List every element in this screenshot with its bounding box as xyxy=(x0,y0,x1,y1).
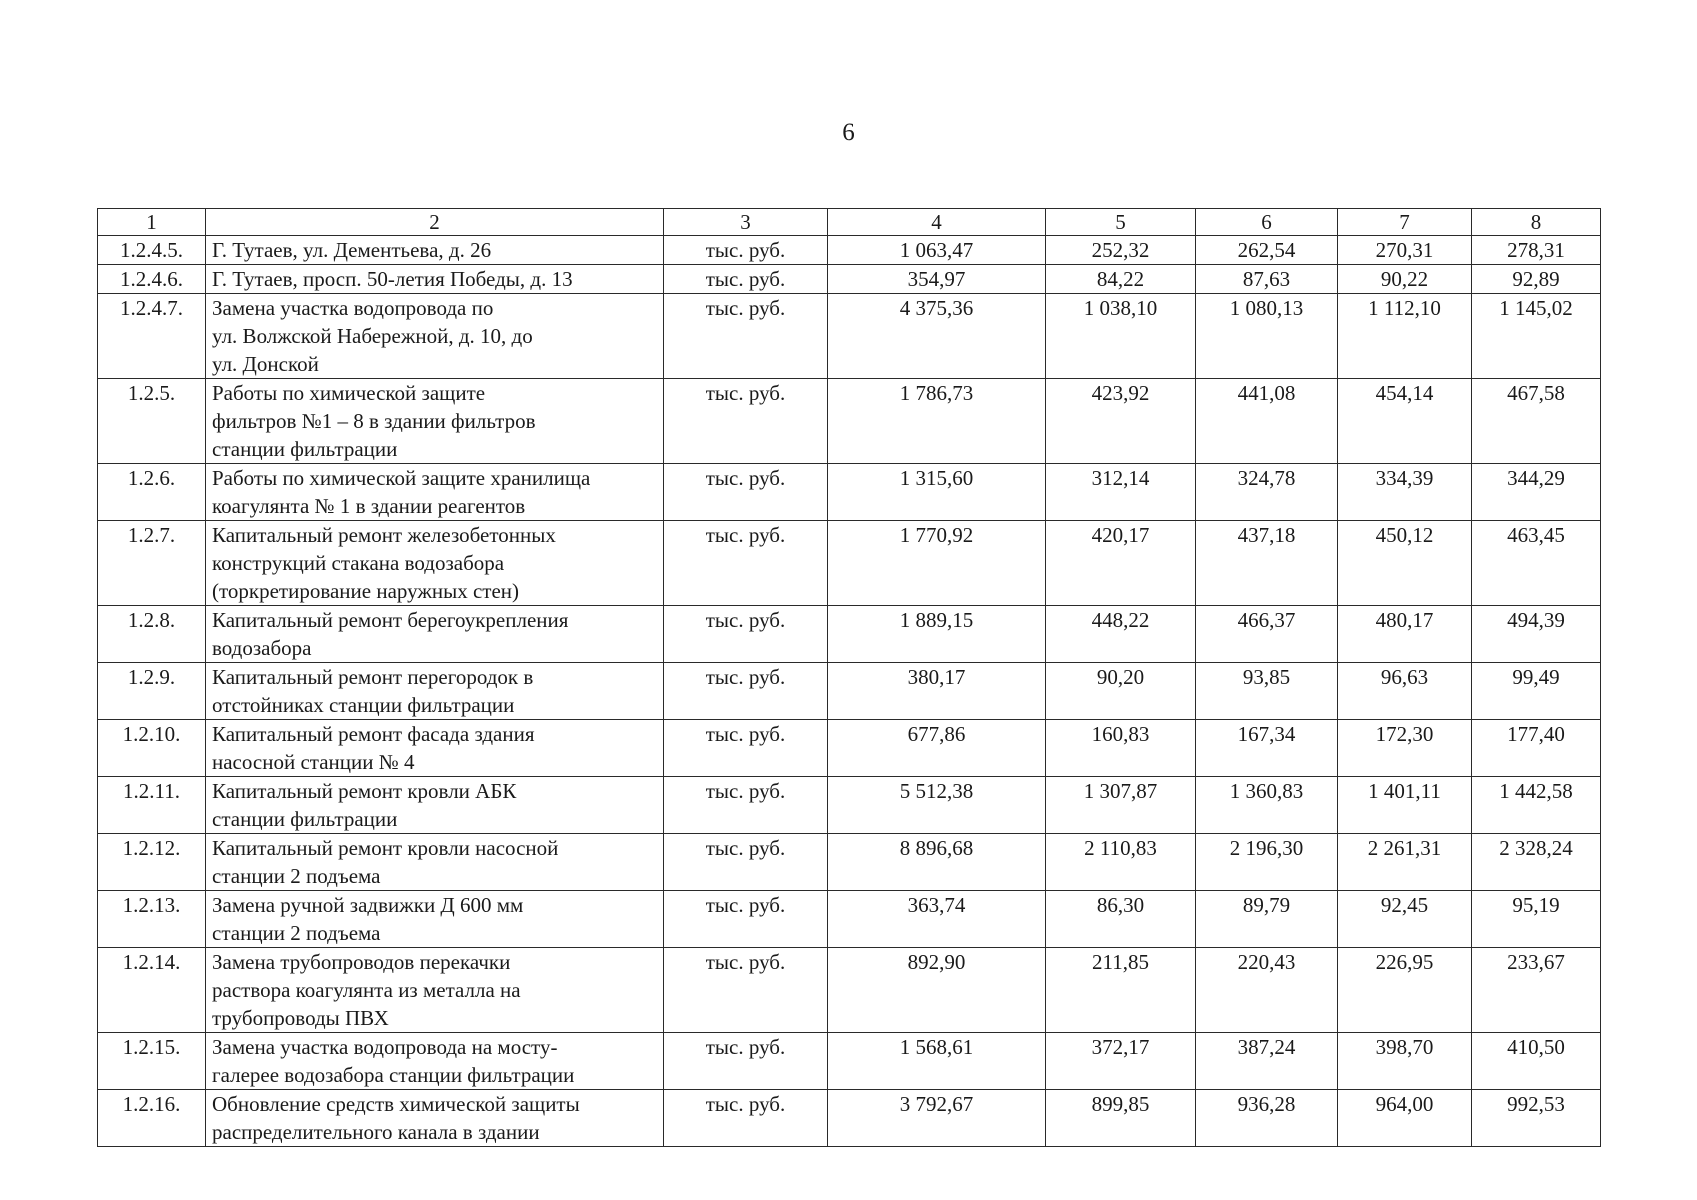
item-name xyxy=(206,834,664,891)
value-cell: 1 786,73 xyxy=(828,379,1046,464)
value-cell: 899,85 xyxy=(1046,1090,1196,1147)
item-name-line: Г. Тутаев, ул. Дементьева, д. 26 xyxy=(212,238,492,262)
value-cell: 4 375,36 xyxy=(828,294,1046,379)
value-cell: 90,22 xyxy=(1338,265,1472,294)
table-row xyxy=(98,948,1601,1033)
value-cell: 463,45 xyxy=(1472,521,1601,606)
item-name-line: Г. Тутаев, просп. 50-летия Победы, д. 13 xyxy=(212,267,573,291)
item-name-line: станции фильтрации xyxy=(212,437,398,461)
unit: тыс. руб. xyxy=(664,777,828,834)
item-name xyxy=(206,521,664,606)
column-number: 6 xyxy=(1196,209,1338,236)
value-cell: 1 770,92 xyxy=(828,521,1046,606)
item-name-line: Капитальный ремонт кровли насосной xyxy=(212,836,559,860)
unit: тыс. руб. xyxy=(664,663,828,720)
item-number: 1.2.7. xyxy=(98,521,206,606)
item-name xyxy=(206,891,664,948)
unit: тыс. руб. xyxy=(664,294,828,379)
item-name-line: отстойниках станции фильтрации xyxy=(212,693,515,717)
value-cell: 211,85 xyxy=(1046,948,1196,1033)
value-cell: 467,58 xyxy=(1472,379,1601,464)
item-number: 1.2.4.7. xyxy=(98,294,206,379)
value-cell: 92,45 xyxy=(1338,891,1472,948)
item-number: 1.2.10. xyxy=(98,720,206,777)
item-name-line: станции фильтрации xyxy=(212,807,398,831)
item-name-line: распределительного канала в здании xyxy=(212,1120,540,1144)
value-cell: 262,54 xyxy=(1196,236,1338,265)
value-cell: 334,39 xyxy=(1338,464,1472,521)
item-name-line: Капитальный ремонт перегородок в xyxy=(212,665,534,689)
item-number: 1.2.16. xyxy=(98,1090,206,1147)
column-number-row xyxy=(98,209,1601,236)
value-cell: 354,97 xyxy=(828,265,1046,294)
value-cell: 398,70 xyxy=(1338,1033,1472,1090)
unit: тыс. руб. xyxy=(664,948,828,1033)
item-number: 1.2.13. xyxy=(98,891,206,948)
value-cell: 2 328,24 xyxy=(1472,834,1601,891)
item-name xyxy=(206,464,664,521)
page-number: 6 xyxy=(842,119,855,146)
item-name-line: Обновление средств химической защиты xyxy=(212,1092,580,1116)
value-cell: 964,00 xyxy=(1338,1090,1472,1147)
item-name xyxy=(206,948,664,1033)
value-cell: 2 196,30 xyxy=(1196,834,1338,891)
unit: тыс. руб. xyxy=(664,720,828,777)
item-name-line: станции 2 подъема xyxy=(212,864,381,888)
value-cell: 3 792,67 xyxy=(828,1090,1046,1147)
value-cell: 448,22 xyxy=(1046,606,1196,663)
table-row xyxy=(98,464,1601,521)
unit: тыс. руб. xyxy=(664,379,828,464)
unit: тыс. руб. xyxy=(664,265,828,294)
value-cell: 2 261,31 xyxy=(1338,834,1472,891)
item-name-line: галерее водозабора станции фильтрации xyxy=(212,1063,575,1087)
column-number: 1 xyxy=(98,209,206,236)
item-number: 1.2.6. xyxy=(98,464,206,521)
value-cell: 87,63 xyxy=(1196,265,1338,294)
column-number: 4 xyxy=(828,209,1046,236)
item-number: 1.2.15. xyxy=(98,1033,206,1090)
value-cell: 167,34 xyxy=(1196,720,1338,777)
value-cell: 441,08 xyxy=(1196,379,1338,464)
item-number: 1.2.9. xyxy=(98,663,206,720)
value-cell: 936,28 xyxy=(1196,1090,1338,1147)
value-cell: 410,50 xyxy=(1472,1033,1601,1090)
value-cell: 252,32 xyxy=(1046,236,1196,265)
item-name-line: трубопроводы ПВХ xyxy=(212,1006,389,1030)
table-row xyxy=(98,891,1601,948)
value-cell: 1 315,60 xyxy=(828,464,1046,521)
value-cell: 454,14 xyxy=(1338,379,1472,464)
value-cell: 233,67 xyxy=(1472,948,1601,1033)
column-number: 2 xyxy=(206,209,664,236)
value-cell: 312,14 xyxy=(1046,464,1196,521)
item-name-line: ул. Донской xyxy=(212,352,319,376)
value-cell: 84,22 xyxy=(1046,265,1196,294)
column-number: 5 xyxy=(1046,209,1196,236)
table-row xyxy=(98,521,1601,606)
value-cell: 387,24 xyxy=(1196,1033,1338,1090)
value-cell: 99,49 xyxy=(1472,663,1601,720)
value-cell: 324,78 xyxy=(1196,464,1338,521)
item-name-line: Капитальный ремонт кровли АБК xyxy=(212,779,517,803)
item-name-line: Замена участка водопровода на мосту- xyxy=(212,1035,558,1059)
value-cell: 372,17 xyxy=(1046,1033,1196,1090)
table-row xyxy=(98,663,1601,720)
item-name xyxy=(206,777,664,834)
value-cell: 1 889,15 xyxy=(828,606,1046,663)
unit: тыс. руб. xyxy=(664,1090,828,1147)
item-name-line: ул. Волжской Набережной, д. 10, до xyxy=(212,324,533,348)
unit: тыс. руб. xyxy=(664,891,828,948)
item-number: 1.2.11. xyxy=(98,777,206,834)
table-row xyxy=(98,834,1601,891)
value-cell: 480,17 xyxy=(1338,606,1472,663)
unit: тыс. руб. xyxy=(664,236,828,265)
value-cell: 380,17 xyxy=(828,663,1046,720)
item-name-line: (торкретирование наружных стен) xyxy=(212,579,520,603)
item-name-line: раствора коагулянта из металла на xyxy=(212,978,521,1002)
item-name xyxy=(206,379,664,464)
budget-table xyxy=(97,208,1601,1147)
item-name-line: Работы по химической защите хранилища xyxy=(212,466,591,490)
item-name-line: Капитальный ремонт фасада здания xyxy=(212,722,535,746)
value-cell: 270,31 xyxy=(1338,236,1472,265)
unit: тыс. руб. xyxy=(664,1033,828,1090)
value-cell: 226,95 xyxy=(1338,948,1472,1033)
table-row xyxy=(98,379,1601,464)
item-name-line: Капитальный ремонт железобетонных xyxy=(212,523,556,547)
value-cell: 677,86 xyxy=(828,720,1046,777)
value-cell: 8 896,68 xyxy=(828,834,1046,891)
unit: тыс. руб. xyxy=(664,834,828,891)
item-name-line: водозабора xyxy=(212,636,312,660)
table-row xyxy=(98,294,1601,379)
value-cell: 1 145,02 xyxy=(1472,294,1601,379)
item-name xyxy=(206,265,664,294)
value-cell: 494,39 xyxy=(1472,606,1601,663)
item-name-line: Замена ручной задвижки Д 600 мм xyxy=(212,893,524,917)
item-number: 1.2.4.6. xyxy=(98,265,206,294)
value-cell: 1 442,58 xyxy=(1472,777,1601,834)
value-cell: 278,31 xyxy=(1472,236,1601,265)
value-cell: 1 038,10 xyxy=(1046,294,1196,379)
table-row xyxy=(98,720,1601,777)
value-cell: 95,19 xyxy=(1472,891,1601,948)
item-name xyxy=(206,1090,664,1147)
item-number: 1.2.12. xyxy=(98,834,206,891)
value-cell: 160,83 xyxy=(1046,720,1196,777)
value-cell: 1 360,83 xyxy=(1196,777,1338,834)
value-cell: 450,12 xyxy=(1338,521,1472,606)
column-number: 8 xyxy=(1472,209,1601,236)
value-cell: 93,85 xyxy=(1196,663,1338,720)
item-name-line: насосной станции № 4 xyxy=(212,750,415,774)
unit: тыс. руб. xyxy=(664,606,828,663)
value-cell: 892,90 xyxy=(828,948,1046,1033)
item-name xyxy=(206,236,664,265)
unit: тыс. руб. xyxy=(664,521,828,606)
value-cell: 96,63 xyxy=(1338,663,1472,720)
value-cell: 363,74 xyxy=(828,891,1046,948)
value-cell: 1 307,87 xyxy=(1046,777,1196,834)
item-name xyxy=(206,720,664,777)
item-name-line: коагулянта № 1 в здании реагентов xyxy=(212,494,526,518)
value-cell: 220,43 xyxy=(1196,948,1338,1033)
table-row xyxy=(98,1033,1601,1090)
item-name-line: Замена участка водопровода по xyxy=(212,296,494,320)
item-name-line: Капитальный ремонт берегоукрепления xyxy=(212,608,569,632)
table-row xyxy=(98,236,1601,265)
value-cell: 86,30 xyxy=(1046,891,1196,948)
table-row xyxy=(98,606,1601,663)
item-name xyxy=(206,294,664,379)
table-row xyxy=(98,777,1601,834)
value-cell: 420,17 xyxy=(1046,521,1196,606)
value-cell: 437,18 xyxy=(1196,521,1338,606)
column-number: 7 xyxy=(1338,209,1472,236)
item-name xyxy=(206,1033,664,1090)
item-name-line: станции 2 подъема xyxy=(212,921,381,945)
item-name-line: Замена трубопроводов перекачки xyxy=(212,950,511,974)
value-cell: 466,37 xyxy=(1196,606,1338,663)
item-name xyxy=(206,606,664,663)
value-cell: 423,92 xyxy=(1046,379,1196,464)
column-number: 3 xyxy=(664,209,828,236)
item-name-line: фильтров №1 – 8 в здании фильтров xyxy=(212,409,536,433)
item-number: 1.2.14. xyxy=(98,948,206,1033)
value-cell: 5 512,38 xyxy=(828,777,1046,834)
item-number: 1.2.8. xyxy=(98,606,206,663)
unit: тыс. руб. xyxy=(664,464,828,521)
value-cell: 1 401,11 xyxy=(1338,777,1472,834)
value-cell: 1 063,47 xyxy=(828,236,1046,265)
value-cell: 92,89 xyxy=(1472,265,1601,294)
item-name xyxy=(206,663,664,720)
table-row xyxy=(98,265,1601,294)
item-number: 1.2.4.5. xyxy=(98,236,206,265)
value-cell: 90,20 xyxy=(1046,663,1196,720)
value-cell: 992,53 xyxy=(1472,1090,1601,1147)
value-cell: 1 112,10 xyxy=(1338,294,1472,379)
value-cell: 89,79 xyxy=(1196,891,1338,948)
item-name-line: Работы по химической защите xyxy=(212,381,486,405)
value-cell: 2 110,83 xyxy=(1046,834,1196,891)
item-number: 1.2.5. xyxy=(98,379,206,464)
item-name-line: конструкций стакана водозабора xyxy=(212,551,505,575)
value-cell: 177,40 xyxy=(1472,720,1601,777)
value-cell: 1 568,61 xyxy=(828,1033,1046,1090)
value-cell: 344,29 xyxy=(1472,464,1601,521)
table-row xyxy=(98,1090,1601,1147)
value-cell: 1 080,13 xyxy=(1196,294,1338,379)
value-cell: 172,30 xyxy=(1338,720,1472,777)
